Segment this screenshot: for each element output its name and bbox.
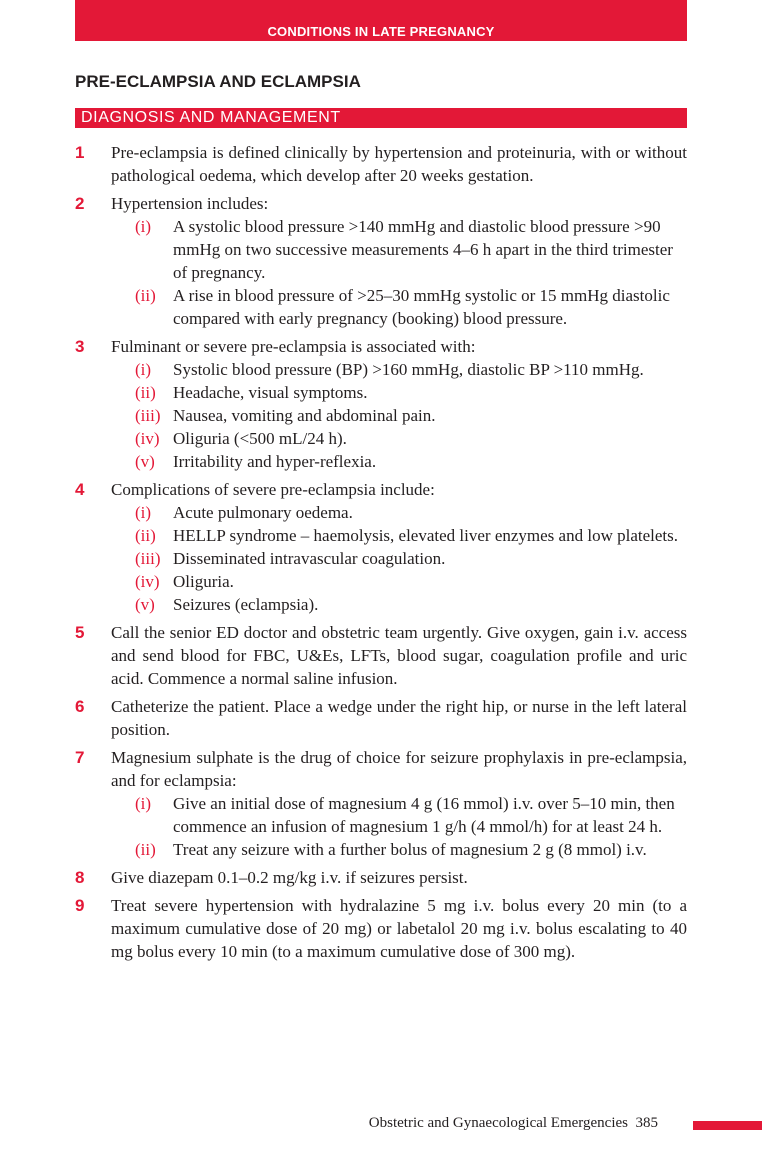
- sub-item: [111, 547, 687, 570]
- subsection-title: DIAGNOSIS AND MANAGEMENT: [81, 109, 341, 126]
- sub-item: [111, 838, 687, 861]
- sub-item-text: Headache, visual symptoms.: [173, 383, 368, 402]
- item-text: Call the senior ED doctor and obstetric team urgently. Give oxygen, gain i.v. access and send blood for FBC, U&Es, LFTs, blood sugar, coagulation profile and uric acid. Commence a normal saline infusion.: [111, 623, 687, 688]
- sub-item-numeral: (iii): [135, 406, 161, 425]
- sub-item-text: Irritability and hyper-reflexia.: [173, 452, 377, 471]
- item-text: Pre-eclampsia is defined clinically by hypertension and proteinuria, with or without pathological oedema, which develop after 20 weeks gestation.: [111, 143, 687, 185]
- list-item: [75, 695, 687, 741]
- chapter-title: CONDITIONS IN LATE PREGNANCY: [267, 24, 495, 39]
- sub-item-text: Disseminated intravascular coagulation.: [173, 549, 446, 568]
- sub-item-numeral: (iv): [135, 572, 160, 591]
- sub-item: [111, 501, 687, 524]
- numbered-list: [75, 141, 687, 968]
- sub-item: [111, 450, 687, 473]
- sub-item-text: A systolic blood pressure >140 mmHg and diastolic blood pressure >90 mmHg on two successive measurements 4–6 h apart in the third trimester of pregnancy.: [173, 217, 673, 282]
- item-text: Treat severe hypertension with hydralazine 5 mg i.v. bolus every 20 min (to a maximum cumulative dose of 20 mg) or labetalol 20 mg i.v. bolus escalating to 40 mg bolus every 10 min (to a maximum cumulative dose of 300 mg).: [111, 896, 687, 961]
- item-text: Catheterize the patient. Place a wedge under the right hip, or nurse in the left lateral position.: [111, 697, 687, 739]
- list-item: [75, 866, 687, 889]
- sub-item-text: Oliguria.: [173, 572, 234, 591]
- list-item: [75, 621, 687, 690]
- sub-item-numeral: (v): [135, 595, 155, 614]
- item-text: Hypertension includes:: [111, 194, 269, 213]
- sub-item-numeral: (iv): [135, 429, 160, 448]
- sub-item-text: Give an initial dose of magnesium 4 g (16 mmol) i.v. over 5–10 min, then commence an infusion of magnesium 1 g/h (4 mmol/h) for at least 24 h.: [173, 794, 675, 836]
- sub-item-text: Seizures (eclampsia).: [173, 595, 319, 614]
- sub-item: [111, 215, 687, 284]
- subsection-band: [75, 108, 687, 128]
- item-number: 1: [75, 143, 85, 162]
- sub-item-numeral: (ii): [135, 840, 156, 859]
- footer-accent-bar: [693, 1121, 762, 1130]
- list-item: [75, 192, 687, 330]
- item-number: 8: [75, 868, 85, 887]
- sub-item: [111, 524, 687, 547]
- item-number: 9: [75, 896, 85, 915]
- list-item: [75, 141, 687, 187]
- item-number: 3: [75, 337, 85, 356]
- list-item: [75, 894, 687, 963]
- chapter-header-band: [75, 0, 687, 41]
- sub-item-numeral: (i): [135, 217, 152, 236]
- footer-book-section: Obstetric and Gynaecological Emergencies: [368, 1115, 628, 1131]
- item-number: 6: [75, 697, 85, 716]
- sub-item-text: HELLP syndrome – haemolysis, elevated liver enzymes and low platelets.: [173, 526, 678, 545]
- sub-item: [111, 381, 687, 404]
- sub-item: [111, 570, 687, 593]
- item-number: 7: [75, 748, 85, 767]
- sub-item-numeral: (ii): [135, 286, 156, 305]
- sub-item-text: Acute pulmonary oedema.: [173, 503, 353, 522]
- item-text: Fulminant or severe pre-eclampsia is associated with:: [111, 337, 476, 356]
- sub-item-numeral: (ii): [135, 526, 156, 545]
- sub-item: [111, 792, 687, 838]
- item-text: Complications of severe pre-eclampsia include:: [111, 480, 435, 499]
- sub-item: [111, 404, 687, 427]
- item-number: 2: [75, 194, 85, 213]
- list-item: [75, 746, 687, 861]
- sub-item-text: Oliguria (<500 mL/24 h).: [173, 429, 347, 448]
- item-number: 4: [75, 480, 85, 499]
- sub-item-numeral: (i): [135, 360, 152, 379]
- sub-item: [111, 284, 687, 330]
- sub-item-numeral: (i): [135, 503, 152, 522]
- sub-item-numeral: (ii): [135, 383, 156, 402]
- sub-item-text: Nausea, vomiting and abdominal pain.: [173, 406, 436, 425]
- list-item: [75, 335, 687, 473]
- sub-item-text: Systolic blood pressure (BP) >160 mmHg, diastolic BP >110 mmHg.: [173, 360, 644, 379]
- sub-item: [111, 593, 687, 616]
- page-footer: [369, 1115, 658, 1132]
- sub-item: [111, 358, 687, 381]
- section-title: PRE-ECLAMPSIA AND ECLAMPSIA: [75, 72, 361, 91]
- sub-item-text: Treat any seizure with a further bolus of magnesium 2 g (8 mmol) i.v.: [173, 840, 647, 859]
- sub-item-numeral: (iii): [135, 549, 161, 568]
- sub-item-numeral: (i): [135, 794, 152, 813]
- item-text: Magnesium sulphate is the drug of choice for seizure prophylaxis in pre-eclampsia, and for eclampsia:: [111, 748, 687, 790]
- sub-item: [111, 427, 687, 450]
- list-item: [75, 478, 687, 616]
- item-number: 5: [75, 623, 85, 642]
- item-text: Give diazepam 0.1–0.2 mg/kg i.v. if seizures persist.: [111, 868, 468, 887]
- page-number: 385: [635, 1115, 658, 1131]
- sub-item-numeral: (v): [135, 452, 155, 471]
- sub-item-text: A rise in blood pressure of >25–30 mmHg systolic or 15 mmHg diastolic compared with early pregnancy (booking) blood pressure.: [173, 286, 670, 328]
